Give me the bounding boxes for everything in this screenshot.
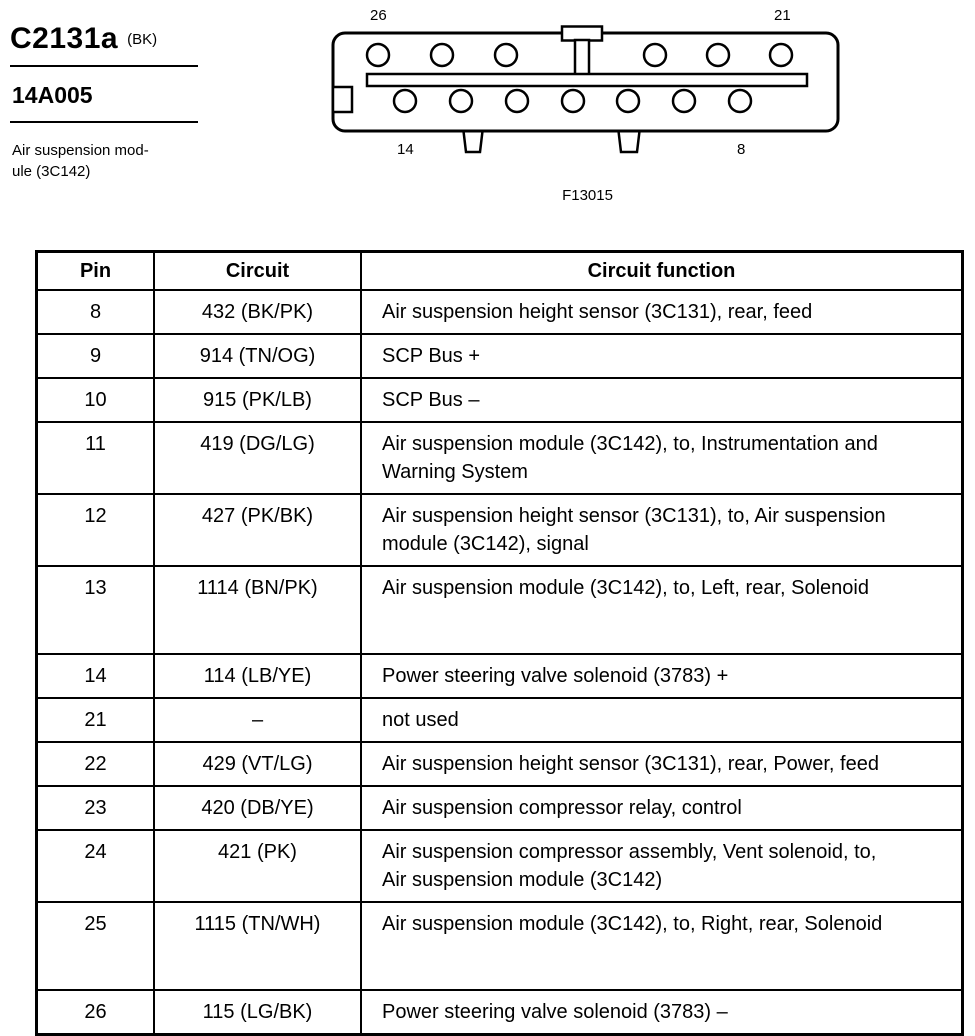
- pin-hole: [450, 90, 472, 112]
- circuit-cell: 432 (BK/PK): [154, 290, 361, 334]
- table-row: [37, 786, 963, 830]
- key-rail: [367, 74, 807, 86]
- pin-cell: 8: [37, 290, 155, 334]
- pin-cell: 26: [37, 990, 155, 1035]
- pinout-table-body: [37, 290, 963, 1035]
- table-row: [37, 830, 963, 902]
- pin-hole: [729, 90, 751, 112]
- circuit-cell: 419 (DG/LG): [154, 422, 361, 494]
- function-cell: Air suspension module (3C142), to, Left, rear, Solenoid: [361, 566, 963, 654]
- pinout-table: [35, 250, 964, 1036]
- pin-label-26: 26: [370, 7, 387, 24]
- table-row: [37, 378, 963, 422]
- circuit-cell: 115 (LG/BK): [154, 990, 361, 1035]
- pin-hole: [562, 90, 584, 112]
- pin-hole: [506, 90, 528, 112]
- pin-hole: [431, 44, 453, 66]
- description-line-2: ule (3C142): [12, 163, 91, 180]
- connector-id-line: [10, 22, 198, 67]
- pin-cell: 21: [37, 698, 155, 742]
- function-cell: Air suspension height sensor (3C131), rear, Power, feed: [361, 742, 963, 786]
- pin-label-21: 21: [774, 7, 791, 24]
- description-line-1: Air suspension mod-: [12, 142, 149, 159]
- pin-label-8: 8: [737, 141, 746, 158]
- pin-cell: 9: [37, 334, 155, 378]
- function-cell: Air suspension compressor relay, control: [361, 786, 963, 830]
- pin-cell: 13: [37, 566, 155, 654]
- pin-hole: [707, 44, 729, 66]
- function-cell: Air suspension module (3C142), to, Instrumentation and Warning System: [361, 422, 963, 494]
- pin-cell: 25: [37, 902, 155, 990]
- table-row: [37, 494, 963, 566]
- circuit-cell: 420 (DB/YE): [154, 786, 361, 830]
- function-cell: Air suspension height sensor (3C131), rear, feed: [361, 290, 963, 334]
- circuit-cell: –: [154, 698, 361, 742]
- connector-diagram: [330, 5, 845, 215]
- header-function: Circuit function: [361, 252, 963, 291]
- table-row: [37, 990, 963, 1035]
- pin-hole: [394, 90, 416, 112]
- connector-color-code: (BK): [127, 31, 158, 48]
- polarization-key-top: [562, 27, 602, 41]
- part-number: 14A005: [10, 67, 198, 123]
- function-cell: Air suspension compressor assembly, Vent solenoid, to, Air suspension module (3C142): [361, 830, 963, 902]
- table-row: [37, 422, 963, 494]
- function-cell: SCP Bus –: [361, 378, 963, 422]
- function-cell: SCP Bus +: [361, 334, 963, 378]
- table-row: [37, 902, 963, 990]
- pin-hole: [495, 44, 517, 66]
- figure-number: F13015: [562, 187, 613, 204]
- circuit-cell: 114 (LB/YE): [154, 654, 361, 698]
- polarization-key-stem: [575, 40, 589, 76]
- header-circuit: Circuit: [154, 252, 361, 291]
- function-cell: not used: [361, 698, 963, 742]
- table-row: [37, 654, 963, 698]
- circuit-cell: 1114 (BN/PK): [154, 566, 361, 654]
- table-header-row: [37, 252, 963, 291]
- pin-cell: 24: [37, 830, 155, 902]
- pin-hole: [367, 44, 389, 66]
- pin-hole: [770, 44, 792, 66]
- pin-cell: 10: [37, 378, 155, 422]
- pin-label-14: 14: [397, 141, 414, 158]
- circuit-cell: 914 (TN/OG): [154, 334, 361, 378]
- header-pin: Pin: [37, 252, 155, 291]
- function-cell: Air suspension height sensor (3C131), to, Air suspension module (3C142), signal: [361, 494, 963, 566]
- table-row: [37, 698, 963, 742]
- circuit-cell: 421 (PK): [154, 830, 361, 902]
- id-block: [10, 22, 198, 182]
- function-cell: Power steering valve solenoid (3783) +: [361, 654, 963, 698]
- circuit-cell: 1115 (TN/WH): [154, 902, 361, 990]
- connector-drawing: [330, 25, 845, 160]
- side-notch: [333, 87, 352, 112]
- table-row: [37, 566, 963, 654]
- function-cell: Power steering valve solenoid (3783) –: [361, 990, 963, 1035]
- pin-cell: 14: [37, 654, 155, 698]
- pin-cell: 23: [37, 786, 155, 830]
- connector-id: C2131a: [10, 22, 119, 55]
- table-row: [37, 290, 963, 334]
- table-row: [37, 742, 963, 786]
- table-row: [37, 334, 963, 378]
- pin-cell: 22: [37, 742, 155, 786]
- pin-cell: 11: [37, 422, 155, 494]
- circuit-cell: 915 (PK/LB): [154, 378, 361, 422]
- circuit-cell: 429 (VT/LG): [154, 742, 361, 786]
- circuit-cell: 427 (PK/BK): [154, 494, 361, 566]
- pin-hole: [617, 90, 639, 112]
- pin-hole: [673, 90, 695, 112]
- pin-cell: 12: [37, 494, 155, 566]
- connector-description: [10, 140, 198, 182]
- function-cell: Air suspension module (3C142), to, Right, rear, Solenoid: [361, 902, 963, 990]
- pin-hole: [644, 44, 666, 66]
